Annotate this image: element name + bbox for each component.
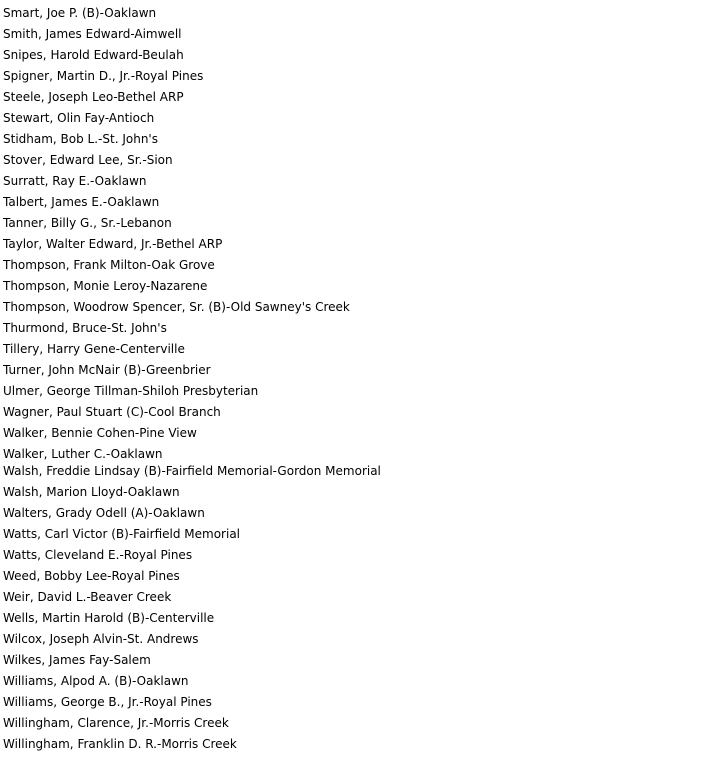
list-item: Walker, Luther C.-Oaklawn (3, 447, 163, 461)
list-item: Talbert, James E.-Oaklawn (3, 195, 160, 209)
list-item: Williams, George B., Jr.-Royal Pines (3, 695, 212, 709)
list-item: Spigner, Martin D., Jr.-Royal Pines (3, 69, 204, 83)
list-item: Wagner, Paul Stuart (C)-Cool Branch (3, 405, 221, 419)
list-item: Ulmer, George Tillman-Shiloh Presbyterian (3, 384, 259, 398)
list-item: Walker, Bennie Cohen-Pine View (3, 426, 197, 440)
list-item: Watts, Cleveland E.-Royal Pines (3, 548, 193, 562)
list-item: Tillery, Harry Gene-Centerville (3, 342, 185, 356)
list-item: Thurmond, Bruce-St. John's (3, 321, 167, 335)
list-item: Turner, John McNair (B)-Greenbrier (3, 363, 211, 377)
list-item: Surratt, Ray E.-Oaklawn (3, 174, 147, 188)
list-item: Williams, Alpod A. (B)-Oaklawn (3, 674, 189, 688)
list-item: Stewart, Olin Fay-Antioch (3, 111, 155, 125)
list-item: Walters, Grady Odell (A)-Oaklawn (3, 506, 205, 520)
name-list (3, 5, 381, 757)
list-item: Walsh, Marion Lloyd-Oaklawn (3, 485, 180, 499)
list-item: Willingham, Franklin D. R.-Morris Creek (3, 737, 237, 751)
list-item: Taylor, Walter Edward, Jr.-Bethel ARP (3, 237, 223, 251)
list-item: Walsh, Freddie Lindsay (B)-Fairfield Memorial-Gordon Memorial (3, 464, 381, 478)
list-item: Willingham, Clarence, Jr.-Morris Creek (3, 716, 229, 730)
list-item: Weed, Bobby Lee-Royal Pines (3, 569, 180, 583)
list-item: Wilkes, James Fay-Salem (3, 653, 151, 667)
list-item: Thompson, Monie Leroy-Nazarene (3, 279, 208, 293)
list-item: Smart, Joe P. (B)-Oaklawn (3, 6, 157, 20)
list-item: Thompson, Frank Milton-Oak Grove (3, 258, 215, 272)
list-item: Tanner, Billy G., Sr.-Lebanon (3, 216, 172, 230)
list-item: Weir, David L.-Beaver Creek (3, 590, 172, 604)
list-item: Stover, Edward Lee, Sr.-Sion (3, 153, 173, 167)
list-item: Watts, Carl Victor (B)-Fairfield Memorial (3, 527, 241, 541)
list-item: Steele, Joseph Leo-Bethel ARP (3, 90, 184, 104)
list-item: Wells, Martin Harold (B)-Centerville (3, 611, 215, 625)
list-item: Wilcox, Joseph Alvin-St. Andrews (3, 632, 199, 646)
list-item: Stidham, Bob L.-St. John's (3, 132, 158, 146)
list-item: Thompson, Woodrow Spencer, Sr. (B)-Old Sawney's Creek (3, 300, 350, 314)
list-item: Smith, James Edward-Aimwell (3, 27, 182, 41)
list-item: Snipes, Harold Edward-Beulah (3, 48, 184, 62)
